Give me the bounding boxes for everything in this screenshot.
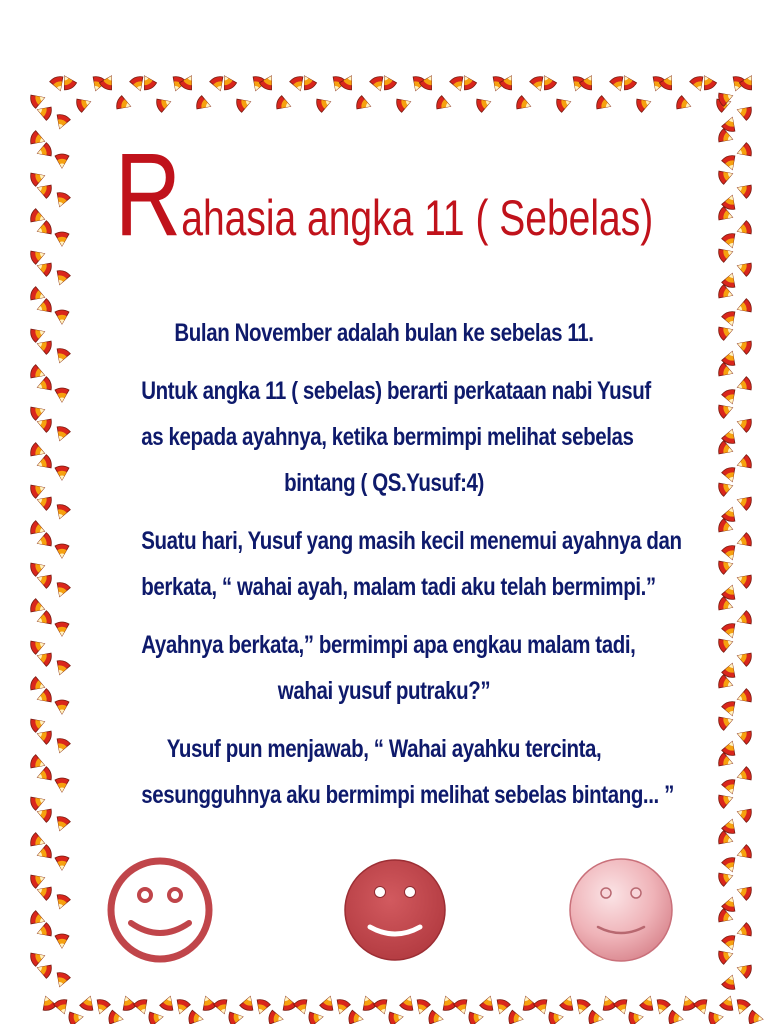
candy-corn-icon	[355, 95, 373, 113]
candy-corn-icon	[35, 415, 53, 433]
candy-corn-icon	[35, 220, 53, 238]
candy-corn-icon	[249, 75, 267, 93]
candy-corn-icon	[35, 727, 53, 745]
candy-corn-icon	[35, 766, 53, 784]
candy-corn-icon	[55, 700, 69, 714]
candy-corn-icon	[715, 95, 733, 113]
paragraph-1	[141, 310, 626, 356]
candy-corn-icon	[721, 739, 739, 757]
candy-corn-icon	[458, 72, 477, 91]
candy-corn-icon	[435, 95, 453, 113]
candy-corn-icon	[55, 154, 69, 168]
candy-corn-icon	[35, 376, 53, 394]
candy-corn-icon	[53, 659, 71, 677]
candy-corn-icon	[53, 425, 71, 443]
candy-corn-icon	[35, 181, 53, 199]
candy-corn-icon	[35, 532, 53, 550]
candy-corn-icon	[53, 998, 71, 1016]
candy-corn-icon	[388, 1010, 404, 1024]
candy-corn-icon	[717, 596, 735, 614]
candy-corn-icon	[735, 961, 753, 979]
text-line: sesungguhnya aku bermimpi melihat sebelas bintang... ”	[141, 781, 674, 809]
candy-corn-icon	[628, 1010, 644, 1024]
candy-corn-icon	[53, 737, 71, 755]
candy-corn-icon	[35, 844, 53, 862]
candy-corn-icon	[515, 95, 533, 113]
candy-corn-icon	[735, 571, 753, 589]
candy-corn-icon	[717, 752, 735, 770]
candy-corn-icon	[733, 998, 751, 1016]
candy-corn-icon	[55, 856, 69, 870]
candy-corn-icon	[173, 998, 191, 1016]
candy-corn-icon	[29, 715, 47, 733]
candy-corn-icon	[479, 994, 497, 1012]
candy-corn-icon	[721, 388, 739, 406]
candy-corn-icon	[373, 998, 391, 1016]
candy-corn-icon	[29, 793, 47, 811]
candy-corn-icon	[348, 1010, 364, 1024]
candy-corn-icon	[53, 347, 71, 365]
candy-corn-icon	[169, 75, 187, 93]
candy-corn-icon	[315, 95, 333, 113]
candy-corn-icon	[721, 349, 739, 367]
candy-corn-icon	[58, 72, 77, 91]
candy-corn-icon	[289, 75, 307, 93]
story-text	[88, 310, 680, 830]
candy-corn-icon	[717, 167, 735, 185]
paragraph-3	[141, 518, 682, 610]
candy-corn-icon	[329, 75, 347, 93]
candy-corn-icon	[717, 518, 735, 536]
candy-corn-icon	[35, 337, 53, 355]
candy-corn-icon	[53, 581, 71, 599]
candy-corn-icon	[717, 284, 735, 302]
candy-corn-icon	[275, 95, 293, 113]
text-line: Yusuf pun menjawab, “ Wahai ayahku tercinta,	[166, 735, 602, 763]
candy-corn-icon	[235, 95, 253, 113]
candy-corn-icon	[698, 72, 717, 91]
candy-corn-icon	[489, 75, 507, 93]
candy-corn-icon	[569, 75, 587, 93]
candy-corn-icon	[29, 442, 47, 460]
candy-corn-icon	[159, 994, 177, 1012]
candy-corn-icon	[595, 95, 613, 113]
candy-corn-icon	[717, 869, 735, 887]
candy-corn-icon	[35, 571, 53, 589]
candy-corn-icon	[717, 362, 735, 380]
candy-corn-icon	[735, 727, 753, 745]
candy-corn-icon	[308, 1010, 324, 1024]
candy-corn-icon	[721, 700, 739, 718]
text-line: wahai yusuf putraku?”	[277, 677, 491, 705]
candy-corn-icon	[689, 75, 707, 93]
candy-corn-icon	[555, 95, 573, 113]
candy-corn-icon	[319, 994, 337, 1012]
candy-corn-icon	[721, 583, 739, 601]
candy-corn-icon	[717, 713, 735, 731]
candy-corn-icon	[721, 973, 739, 991]
candy-corn-icon	[735, 766, 753, 784]
candy-corn-icon	[721, 661, 739, 679]
candy-corn-icon	[735, 220, 753, 238]
candy-corn-icon	[418, 72, 437, 91]
candy-corn-icon	[298, 72, 317, 91]
candy-corn-icon	[53, 113, 71, 131]
candy-corn-icon	[188, 1010, 204, 1024]
candy-corn-icon	[735, 883, 753, 901]
candy-corn-icon	[55, 934, 69, 948]
candy-corn-icon	[721, 427, 739, 445]
candy-corn-icon	[399, 994, 417, 1012]
candy-corn-icon	[717, 479, 735, 497]
candy-corn-icon	[721, 856, 739, 874]
candy-corn-icon	[719, 994, 737, 1012]
candy-corn-icon	[29, 949, 47, 967]
candy-corn-icon	[29, 910, 47, 928]
candy-corn-icon	[428, 1010, 444, 1024]
text-line: berkata, “ wahai ayah, malam tadi aku telah bermimpi.”	[141, 573, 656, 601]
candy-corn-icon	[29, 871, 47, 889]
candy-corn-icon	[35, 493, 53, 511]
title-rest: ahasia angka 11 ( Sebelas)	[181, 190, 654, 246]
candy-corn-icon	[635, 95, 653, 113]
candy-corn-icon	[333, 998, 351, 1016]
candy-corn-icon	[293, 998, 311, 1016]
candy-corn-icon	[258, 72, 277, 91]
text-line: as kepada ayahnya, ketika bermimpi melihat sebelas	[141, 423, 634, 451]
candy-corn-icon	[548, 1010, 564, 1024]
candy-corn-icon	[735, 844, 753, 862]
candy-corn-icon	[218, 72, 237, 91]
candy-corn-icon	[29, 130, 47, 148]
candy-corn-icon	[735, 454, 753, 472]
candy-corn-icon	[721, 271, 739, 289]
candy-corn-icon	[119, 994, 137, 1012]
candy-corn-icon	[679, 994, 697, 1012]
smiley-outline-icon	[105, 855, 215, 965]
candy-corn-icon	[475, 95, 493, 113]
candy-corn-icon	[508, 1010, 524, 1024]
candy-corn-icon	[29, 676, 47, 694]
candy-corn-icon	[239, 994, 257, 1012]
candy-corn-icon	[29, 169, 47, 187]
candy-corn-icon	[279, 994, 297, 1012]
candy-corn-icon	[721, 193, 739, 211]
candy-corn-icon	[721, 778, 739, 796]
candy-corn-icon	[35, 688, 53, 706]
candy-corn-icon	[195, 95, 213, 113]
candy-corn-icon	[735, 493, 753, 511]
candy-corn-icon	[538, 72, 557, 91]
candy-corn-icon	[735, 181, 753, 199]
candy-corn-icon	[721, 544, 739, 562]
candy-corn-icon	[717, 245, 735, 263]
candy-corn-icon	[649, 75, 667, 93]
candy-corn-icon	[721, 466, 739, 484]
paragraph-4	[141, 622, 636, 714]
title-initial: R	[114, 129, 182, 261]
candy-corn-icon	[35, 610, 53, 628]
candy-corn-icon	[29, 325, 47, 343]
candy-corn-icon	[228, 1010, 244, 1024]
candy-corn-icon	[668, 1010, 684, 1024]
candy-corn-icon	[133, 998, 151, 1016]
candy-corn-icon	[199, 994, 217, 1012]
candy-corn-icon	[453, 998, 471, 1016]
candy-corn-icon	[29, 754, 47, 772]
candy-corn-icon	[533, 998, 551, 1016]
candy-corn-icon	[55, 232, 69, 246]
candy-corn-icon	[693, 998, 711, 1016]
candy-corn-icon	[468, 1010, 484, 1024]
candy-corn-icon	[519, 994, 537, 1012]
candy-corn-icon	[559, 994, 577, 1012]
candy-corn-icon	[338, 72, 357, 91]
smiley-filled-icon	[340, 855, 450, 965]
candy-corn-icon	[53, 971, 71, 989]
candy-corn-icon	[29, 364, 47, 382]
candy-corn-icon	[39, 994, 57, 1012]
candy-corn-icon	[213, 998, 231, 1016]
candy-corn-icon	[35, 649, 53, 667]
candy-corn-icon	[717, 791, 735, 809]
candy-corn-icon	[138, 72, 157, 91]
candy-corn-icon	[53, 191, 71, 209]
candy-corn-icon	[98, 72, 117, 91]
candy-corn-icon	[55, 310, 69, 324]
candy-corn-icon	[413, 998, 431, 1016]
candy-corn-icon	[29, 91, 47, 109]
text-line: bintang ( QS.Yusuf:4)	[284, 469, 484, 497]
candy-corn-icon	[449, 75, 467, 93]
candy-corn-icon	[29, 208, 47, 226]
candy-corn-icon	[721, 310, 739, 328]
candy-corn-icon	[717, 440, 735, 458]
candy-corn-icon	[29, 832, 47, 850]
candy-corn-icon	[115, 95, 133, 113]
candy-corn-icon	[658, 72, 677, 91]
candy-corn-icon	[378, 72, 397, 91]
candy-corn-icon	[578, 72, 597, 91]
candy-corn-icon	[717, 89, 735, 107]
candy-corn-icon	[395, 95, 413, 113]
candy-corn-icon	[35, 259, 53, 277]
candy-corn-icon	[409, 75, 427, 93]
candy-corn-icon	[29, 247, 47, 265]
candy-corn-icon	[735, 610, 753, 628]
candy-corn-icon	[35, 142, 53, 160]
candy-corn-icon	[129, 75, 147, 93]
candy-corn-icon	[717, 947, 735, 965]
candy-corn-icon	[29, 559, 47, 577]
candy-corn-icon	[708, 1010, 724, 1024]
candy-corn-icon	[588, 1010, 604, 1024]
candy-corn-icon	[613, 998, 631, 1016]
candy-corn-icon	[618, 72, 637, 91]
candy-corn-icon	[55, 778, 69, 792]
candy-corn-icon	[639, 994, 657, 1012]
candy-corn-icon	[268, 1010, 284, 1024]
candy-corn-icon	[735, 415, 753, 433]
candy-corn-icon	[53, 269, 71, 287]
candy-corn-icon	[493, 998, 511, 1016]
candy-corn-icon	[55, 622, 69, 636]
candy-corn-icon	[29, 403, 47, 421]
text-line: Untuk angka 11 ( sebelas) berarti perkataan nabi Yusuf	[141, 377, 651, 405]
candy-corn-icon	[35, 298, 53, 316]
candy-corn-icon	[717, 323, 735, 341]
candy-corn-icon	[53, 893, 71, 911]
candy-corn-icon	[55, 388, 69, 402]
candy-corn-icon	[717, 674, 735, 692]
candy-corn-icon	[721, 505, 739, 523]
candy-corn-icon	[735, 922, 753, 940]
candy-corn-icon	[53, 503, 71, 521]
candy-corn-icon	[75, 95, 93, 113]
candy-corn-icon	[721, 154, 739, 172]
candy-corn-icon	[675, 95, 693, 113]
candy-corn-icon	[735, 649, 753, 667]
text-line: Ayahnya berkata,” bermimpi apa engkau malam tadi,	[141, 631, 636, 659]
candy-corn-icon	[735, 259, 753, 277]
candy-corn-icon	[79, 994, 97, 1012]
candy-corn-icon	[55, 544, 69, 558]
candy-corn-icon	[735, 298, 753, 316]
candy-corn-icon	[29, 637, 47, 655]
candy-corn-icon	[498, 72, 517, 91]
candy-corn-icon	[108, 1010, 124, 1024]
candy-corn-icon	[35, 883, 53, 901]
candy-corn-icon	[735, 142, 753, 160]
candy-corn-icon	[155, 95, 173, 113]
candy-corn-icon	[53, 815, 71, 833]
candy-corn-icon	[35, 961, 53, 979]
candy-corn-icon	[573, 998, 591, 1016]
candy-corn-icon	[93, 998, 111, 1016]
candy-corn-icon	[721, 622, 739, 640]
candy-corn-icon	[68, 1010, 84, 1024]
paragraph-5	[141, 726, 674, 818]
candy-corn-icon	[717, 830, 735, 848]
candy-corn-icon	[209, 75, 227, 93]
candy-corn-icon	[717, 401, 735, 419]
candy-corn-icon	[721, 232, 739, 250]
candy-corn-icon	[599, 994, 617, 1012]
candy-corn-icon	[653, 998, 671, 1016]
candy-corn-icon	[721, 817, 739, 835]
candy-corn-icon	[148, 1010, 164, 1024]
candy-corn-icon	[717, 206, 735, 224]
candy-corn-icon	[735, 532, 753, 550]
candy-corn-icon	[717, 128, 735, 146]
text-line: Suatu hari, Yusuf yang masih kecil menemui ayahnya dan	[141, 527, 682, 555]
candy-corn-icon	[253, 998, 271, 1016]
candy-corn-icon	[439, 994, 457, 1012]
paragraph-2	[141, 368, 651, 506]
candy-corn-icon	[35, 454, 53, 472]
candy-corn-icon	[717, 908, 735, 926]
candy-corn-icon	[735, 103, 753, 121]
candy-corn-icon	[369, 75, 387, 93]
candy-corn-icon	[29, 520, 47, 538]
candy-corn-icon	[748, 1010, 764, 1024]
smiley-pink-gradient-icon	[566, 855, 676, 965]
candy-corn-icon	[29, 286, 47, 304]
candy-corn-icon	[738, 72, 757, 91]
candy-corn-icon	[35, 805, 53, 823]
candy-corn-icon	[29, 598, 47, 616]
candy-corn-icon	[729, 75, 747, 93]
candy-corn-icon	[359, 994, 377, 1012]
page-title	[84, 129, 683, 261]
text-line: Bulan November adalah bulan ke sebelas 11.	[174, 319, 594, 347]
candy-corn-icon	[89, 75, 107, 93]
candy-corn-icon	[735, 337, 753, 355]
candy-corn-icon	[717, 557, 735, 575]
candy-corn-icon	[721, 895, 739, 913]
candy-corn-icon	[735, 805, 753, 823]
candy-corn-icon	[35, 922, 53, 940]
candy-corn-icon	[609, 75, 627, 93]
candy-corn-icon	[35, 103, 53, 121]
candy-corn-icon	[721, 115, 739, 133]
candy-corn-icon	[735, 688, 753, 706]
candy-corn-icon	[29, 481, 47, 499]
candy-corn-icon	[717, 635, 735, 653]
candy-corn-icon	[721, 934, 739, 952]
candy-corn-icon	[178, 72, 197, 91]
candy-corn-icon	[529, 75, 547, 93]
candy-corn-icon	[49, 75, 67, 93]
candy-corn-icon	[55, 466, 69, 480]
candy-corn-icon	[735, 376, 753, 394]
